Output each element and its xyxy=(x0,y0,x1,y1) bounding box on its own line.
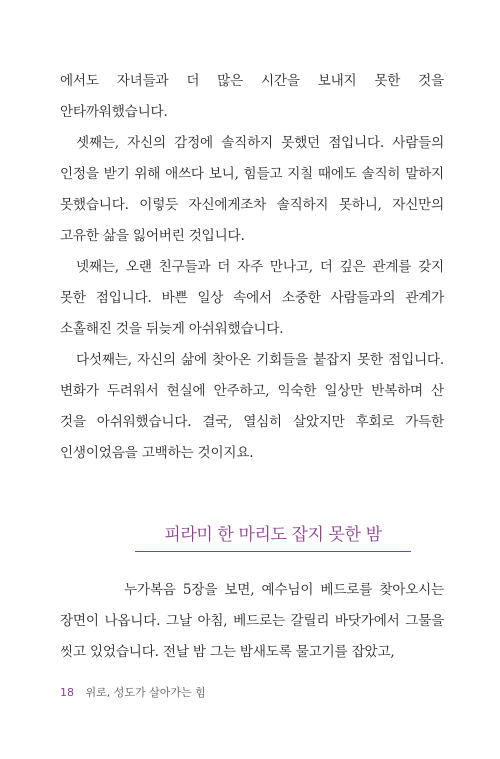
paragraph-fifth: 다섯째는, 자신의 삶에 찾아온 기회들을 붙잡지 못한 점입니다. 변화가 두려워서 현실에 안주하고, 익숙한 일상만 반복하며 산 것을 아쉬워했습니다. 결국, 열심히 살았지만 후회로 가득한 인생이었음을 고백하는 것이지요. xyxy=(60,352,444,461)
page-footer xyxy=(60,684,206,700)
paragraph-luke: 누가복음 5장을 보면, 예수님이 베드로를 찾아오시는 장면이 나옵니다. 그날 아침, 베드로는 갈릴리 바닷가에서 그물을 씻고 있었습니다. 전날 밤 그는 밤새도록 물고기를 잡았고, xyxy=(60,582,444,660)
body-text-top xyxy=(60,66,444,469)
body-text-bottom xyxy=(60,575,444,668)
section-heading xyxy=(135,520,411,552)
section-title: 피라미 한 마리도 잡지 못한 밤 xyxy=(164,525,382,545)
paragraph-fourth: 넷째는, 오랜 친구들과 더 자주 만나고, 더 깊은 관계를 갖지 못한 점입니다. 바쁜 일상 속에서 소중한 사람들과의 관계가 소홀해진 것을 뒤늦게 아쉬워했습니다. xyxy=(60,259,444,337)
paragraph-third: 셋째는, 자신의 감정에 솔직하지 못했던 점입니다. 사람들의 인정을 받기 위해 애쓰다 보니, 힘들고 지칠 때에도 솔직히 말하지 못했습니다. 이렇듯 자신에게조차 솔직하지 못하니, 자신만의 고유한 삶을 잃어버린 것입니다. xyxy=(60,135,444,244)
paragraph-continued: 에서도 자녀들과 더 많은 시간을 보내지 못한 것을 안타까워했습니다. xyxy=(60,73,444,120)
page-number: 18 xyxy=(60,686,74,699)
running-title: 위로, 성도가 살아가는 힘 xyxy=(85,686,206,699)
